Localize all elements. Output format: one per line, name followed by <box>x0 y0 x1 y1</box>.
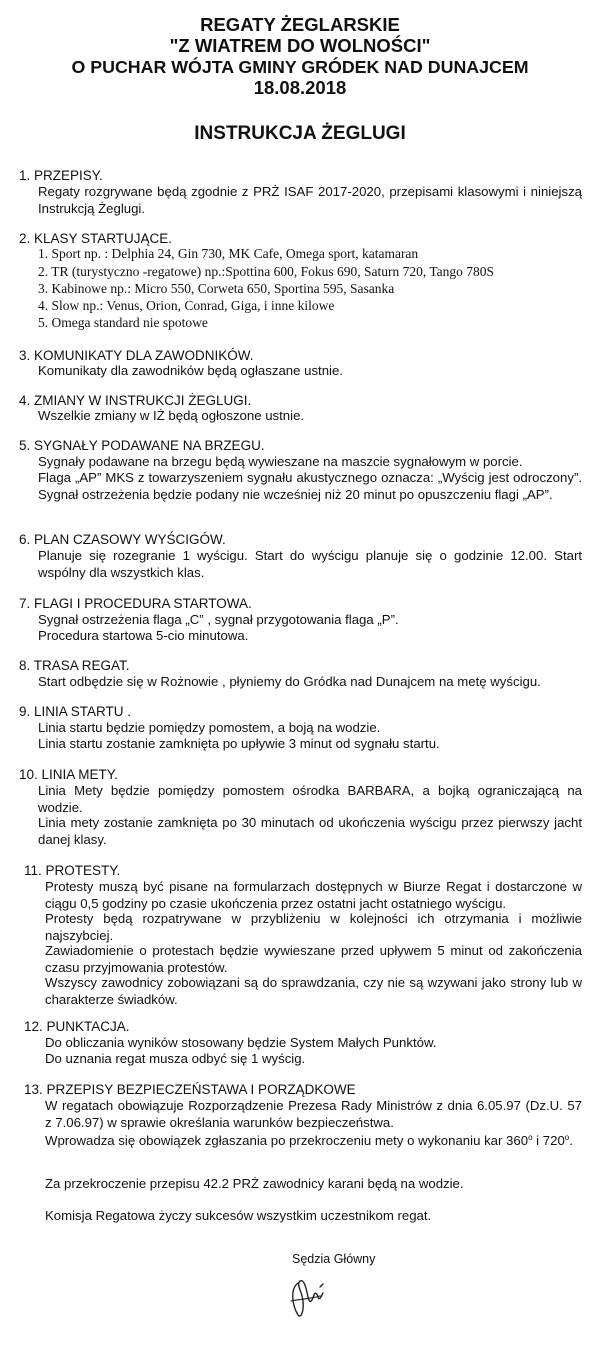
class-item: 3. Kabinowe np.: Micro 550, Corweta 650, Sportina 595, Sasanka <box>38 281 395 296</box>
section-7-text-2: Procedura startowa 5-cio minutowa. <box>38 628 249 643</box>
event-title-line1: REGATY ŻEGLARSKIE <box>200 14 400 35</box>
class-item: 4. Slow np.: Venus, Orion, Conrad, Giga, i inne kilowe <box>38 298 335 313</box>
section-3-heading: 3. KOMUNIKATY DLA ZAWODNIKÓW. <box>19 348 254 363</box>
section-9-heading: 9. LINIA STARTU . <box>19 704 132 719</box>
section-11-text-2: Protesty będą rozpatrywane w przybliżeniu w kolejności ich otrzymania i możliwie najszybciej. <box>45 911 582 943</box>
section-1-text: Regaty rozgrywane będą zgodnie z PRŻ ISAF 2017-2020, przepisami klasowymi i niniejszą Instrukcją Żeglugi. <box>38 184 582 216</box>
section-1-heading: 1. PRZEPISY. <box>19 168 103 183</box>
section-12-heading: 12. PUNKTACJA. <box>24 1019 130 1034</box>
section-2-heading: 2. KLASY STARTUJĄCE. <box>19 231 173 246</box>
section-10-text-2: Linia mety zostanie zamknięta po 30 minutach od ukończenia wyścigu przez pierwszy jacht danej klasy. <box>38 815 582 847</box>
signer-title: Sędzia Główny <box>292 1252 376 1266</box>
section-5-text-2: Flaga „AP” MKS z towarzyszeniem sygnału akustycznego oznacza: „Wyścig jest odroczony”. Sygnał ostrzeżenia będzie podany nie wcześniej niż 20 minut po opuszczeniu flagi „AP”. <box>38 470 582 502</box>
section-13-text-4: Komisja Regatowa życzy sukcesów wszystkim uczestnikom regat. <box>45 1208 432 1223</box>
section-4-heading: 4. ZMIANY W INSTRUKCJI ŻEGLUGI. <box>19 393 252 408</box>
section-10-text-1: Linia Mety będzie pomiędzy pomostem ośrodka BARBARA, a bojką ograniczającą na wodzie. <box>38 783 582 815</box>
section-9-text-2: Linia startu zostanie zamknięta po upływie 3 minut od sygnału startu. <box>38 736 440 751</box>
section-10-heading: 10. LINIA METY. <box>19 767 118 782</box>
class-item: 2. TR (turystyczno -regatowe) np.:Spottina 600, Fokus 690, Saturn 720, Tango 780S <box>38 264 495 279</box>
section-13-heading: 13. PRZEPISY BEZPIECZEŃSTAWA I PORZĄDKOWE <box>24 1082 356 1097</box>
section-12-text-1: Do obliczania wyników stosowany będzie System Małych Punktów. <box>45 1035 437 1050</box>
section-5-text-1: Sygnały podawane na brzegu będą wywieszane na maszcie sygnałowym w porcie. <box>38 454 523 469</box>
event-title-line3: O PUCHAR WÓJTA GMINY GRÓDEK NAD DUNAJCEM <box>71 57 529 77</box>
section-8-heading: 8. TRASA REGAT. <box>19 658 130 673</box>
section-3-text: Komunikaty dla zawodników będą ogłaszane ustnie. <box>38 363 343 378</box>
section-11-text-4: Wszyscy zawodnicy zobowiązani są do sprawdzania, czy nie są wzywani jako strony lub w charakterze świadków. <box>45 975 582 1007</box>
section-6-text: Planuje się rozegranie 1 wyścigu. Start do wyścigu planuje się o godzinie 12.00. Start wspólny dla wszystkich klas. <box>38 548 582 580</box>
section-13-text-1: W regatach obowiązuje Rozporządzenie Prezesa Rady Ministrów z dnia 6.05.97 (Dz.U. 57 z 7.06.97) w sprawie określania warunków bezpieczeństwa. <box>45 1098 582 1130</box>
event-date: 18.08.2018 <box>253 77 347 98</box>
class-item: 5. Omega standard nie spotowe <box>38 315 208 330</box>
section-9-text-1: Linia startu będzie pomiędzy pomostem, a boją na wodzie. <box>38 720 381 735</box>
section-5-heading: 5. SYGNAŁY PODAWANE NA BRZEGU. <box>19 438 265 453</box>
section-7-text-1: Sygnał ostrzeżenia flaga „C” , sygnał przygotowania flaga „P”. <box>38 612 399 627</box>
section-12-text-2: Do uznania regat musza odbyć się 1 wyścig. <box>45 1051 306 1066</box>
section-6-heading: 6. PLAN CZASOWY WYŚCIGÓW. <box>19 532 226 547</box>
handwritten-signature-icon <box>286 1275 346 1323</box>
section-4-text: Wszelkie zmiany w IŻ będą ogłoszone ustnie. <box>38 408 305 423</box>
section-13-text-3: Za przekroczenie przepisu 42.2 PRŻ zawodnicy karani będą na wodzie. <box>45 1176 464 1191</box>
section-11-text-3: Zawiadomienie o protestach będzie wywieszane przed upływem 5 minut od zakończenia czasu przyjmowania protestów. <box>45 943 582 975</box>
class-item: 1. Sport np. : Delphia 24, Gin 730, MK Cafe, Omega sport, katamaran <box>38 246 419 261</box>
document-title: INSTRUKCJA ŻEGLUGI <box>194 123 406 144</box>
section-8-text: Start odbędzie się w Rożnowie , płyniemy do Gródka nad Dunajcem na metę wyścigu. <box>38 674 541 689</box>
section-11-heading: 11. PROTESTY. <box>24 863 121 878</box>
section-13-text-2: Wprowadza się obowiązek zgłaszania po przekroczeniu mety o wykonaniu kar 360$^o$ i 720$^o$. <box>45 1133 573 1148</box>
section-7-heading: 7. FLAGI I PROCEDURA STARTOWA. <box>19 596 252 611</box>
section-11-text-1: Protesty muszą być pisane na formularzach dostępnych w Biurze Regat i dostarczone w ciągu 0,5 godziny po czasie ukończenia przez ostatni jacht ostatniego wyścigu. <box>45 879 582 911</box>
event-title-line2: "Z WIATREM DO WOLNOŚCI" <box>169 35 431 56</box>
